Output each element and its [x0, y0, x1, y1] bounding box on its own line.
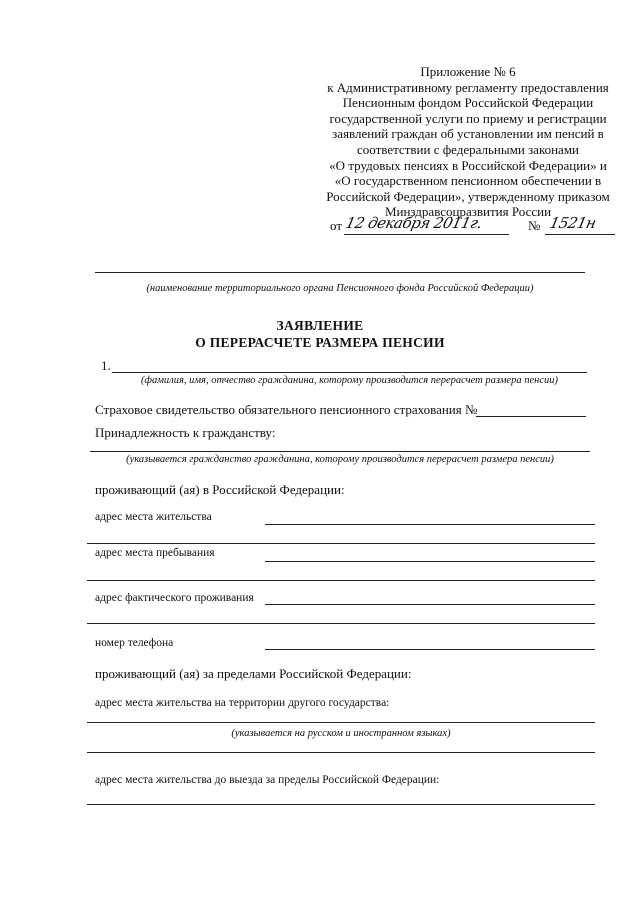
actual-address-line[interactable]: [265, 604, 595, 605]
item-number: 1.: [101, 358, 111, 373]
insurance-number-line[interactable]: [476, 416, 586, 417]
residence-address-line[interactable]: [265, 524, 595, 525]
stay-address-label: адрес места пребывания: [95, 547, 215, 559]
stay-address-line[interactable]: [265, 561, 595, 562]
number-label: №: [528, 218, 541, 233]
pre-departure-address-label: адрес места жительства до выезда за пределы Российской Федерации:: [95, 774, 440, 786]
date-underline: [344, 234, 509, 235]
actual-address-line-2[interactable]: [87, 623, 595, 624]
citizenship-label: Принадлежность к гражданству:: [95, 425, 276, 440]
residence-rf-label: проживающий (ая) в Российской Федерации:: [95, 482, 345, 497]
foreign-address-line-2[interactable]: [87, 752, 595, 753]
citizenship-caption: (указывается гражданство гражданина, которому производится перерасчет размера пенсии): [126, 454, 554, 465]
handwritten-date: 12 декабря 2011г.: [344, 214, 484, 232]
residence-address-line-2[interactable]: [87, 543, 595, 544]
number-underline: [545, 234, 615, 235]
annex-line: Российской Федерации», утвержденному приказом: [326, 188, 610, 204]
annex-line: Минздравсоцразвития России: [384, 204, 552, 220]
org-caption: (наименование территориального органа Пенсионного фонда Российской Федерации): [146, 283, 534, 294]
annex-line: к Административному регламенту предоставления: [327, 79, 609, 95]
citizenship-line[interactable]: [90, 451, 590, 452]
stay-address-line-2[interactable]: [87, 580, 595, 581]
annex-line: государственной услуги по приему и регистрации: [329, 110, 607, 126]
full-name-caption: (фамилия, имя, отчество гражданина, которому производится перерасчет размера пенсии): [141, 375, 558, 386]
languages-caption: (указывается на русском и иностранном языках): [231, 728, 451, 739]
annex-line: соответствии с федеральными законами: [356, 141, 580, 157]
phone-label: номер телефона: [95, 637, 174, 649]
from-label: от: [330, 218, 343, 233]
insurance-label: Страховое свидетельство обязательного пенсионного страхования №: [95, 402, 478, 417]
annex-header: [318, 64, 618, 220]
residence-abroad-label: проживающий (ая) за пределами Российской Федерации:: [95, 666, 412, 681]
residence-address-label: адрес места жительства: [95, 511, 212, 523]
order-reference: [330, 214, 630, 238]
annex-line: заявлений граждан об установлении им пенсий в: [332, 126, 604, 142]
phone-line[interactable]: [265, 649, 595, 650]
document-subtitle: О ПЕРЕРАСЧЕТЕ РАЗМЕРА ПЕНСИИ: [195, 335, 445, 350]
pre-departure-address-line[interactable]: [87, 804, 595, 805]
annex-line: «О государственном пенсионном обеспечении в: [334, 173, 602, 189]
foreign-address-line[interactable]: [87, 722, 595, 723]
annex-line: «О трудовых пенсиях в Российской Федерации» и: [329, 157, 607, 173]
actual-address-label: адрес фактического проживания: [95, 592, 254, 604]
org-name-line[interactable]: [95, 272, 585, 273]
annex-line: Приложение № 6: [420, 64, 516, 79]
foreign-address-label: адрес места жительства на территории другого государства:: [95, 697, 390, 709]
handwritten-number: 1521н: [548, 214, 598, 232]
full-name-line[interactable]: [112, 372, 587, 373]
annex-line: Пенсионным фондом Российской Федерации: [342, 95, 594, 111]
document-title: ЗАЯВЛЕНИЕ: [276, 318, 364, 333]
